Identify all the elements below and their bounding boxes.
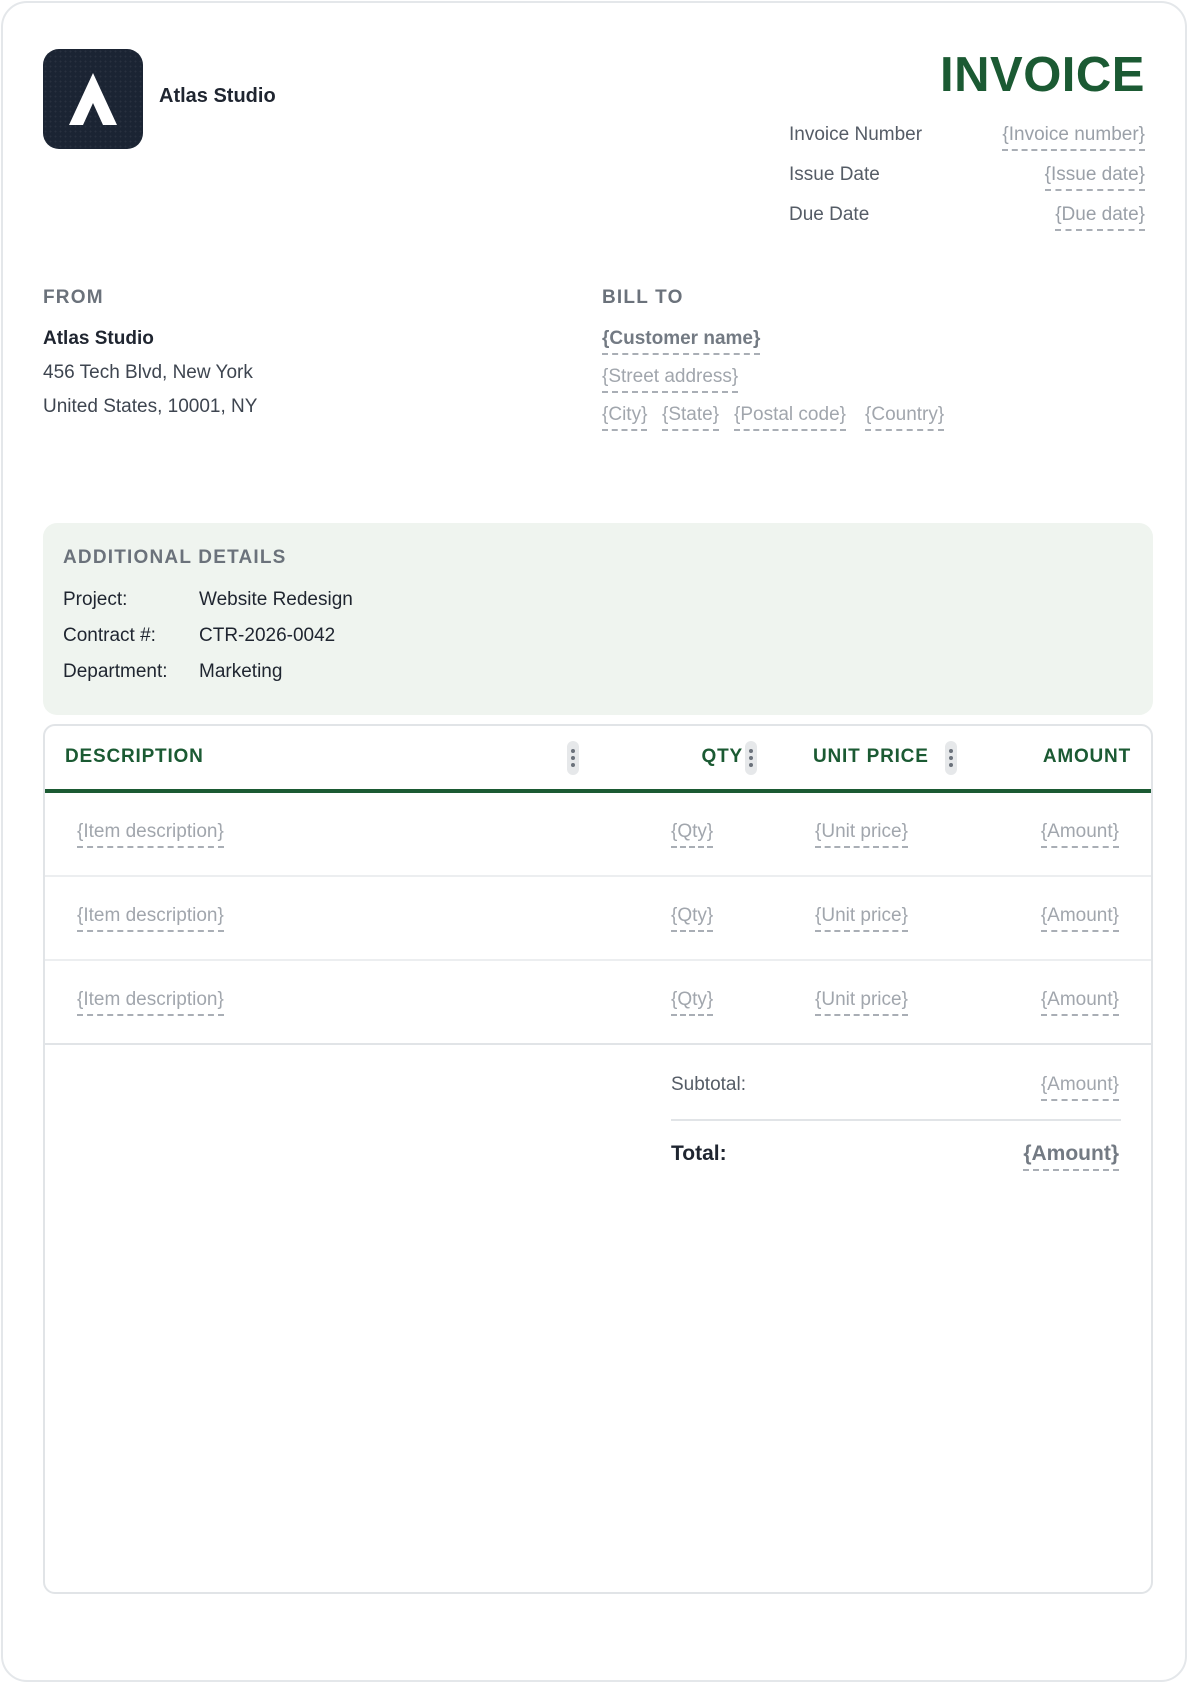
total-value[interactable]: {Amount} bbox=[1023, 1142, 1119, 1171]
invoice-number-field[interactable]: {Invoice number} bbox=[1002, 124, 1145, 151]
street-address-field[interactable]: {Street address} bbox=[602, 366, 738, 393]
country-field[interactable]: {Country} bbox=[865, 404, 944, 431]
column-header-unit-price: UNIT PRICE bbox=[813, 746, 929, 767]
issue-date-label: Issue Date bbox=[789, 164, 880, 185]
amount-field[interactable]: {Amount} bbox=[1041, 905, 1119, 932]
department-value: Marketing bbox=[199, 661, 283, 682]
qty-field[interactable]: {Qty} bbox=[671, 821, 713, 848]
qty-field[interactable]: {Qty} bbox=[671, 989, 713, 1016]
contract-label: Contract #: bbox=[63, 625, 156, 646]
issue-date-field[interactable]: {Issue date} bbox=[1045, 164, 1145, 191]
unit-price-field[interactable]: {Unit price} bbox=[815, 821, 908, 848]
qty-field[interactable]: {Qty} bbox=[671, 905, 713, 932]
table-row bbox=[45, 961, 1151, 1045]
invoice-number-label: Invoice Number bbox=[789, 124, 923, 145]
invoice-title: INVOICE bbox=[940, 48, 1145, 102]
bill-to-heading: BILL TO bbox=[602, 287, 684, 308]
column-resize-handle[interactable] bbox=[745, 741, 757, 775]
from-address-line2: United States, 10001, NY bbox=[43, 396, 258, 417]
amount-field[interactable]: {Amount} bbox=[1041, 821, 1119, 848]
item-description-field[interactable]: {Item description} bbox=[77, 989, 224, 1016]
company-name: Atlas Studio bbox=[159, 85, 276, 107]
city-field[interactable]: {City} bbox=[602, 404, 647, 431]
contract-value: CTR-2026-0042 bbox=[199, 625, 336, 646]
due-date-label: Due Date bbox=[789, 204, 870, 225]
line-items-table bbox=[43, 724, 1153, 1594]
subtotal-label: Subtotal: bbox=[671, 1074, 746, 1095]
column-resize-handle[interactable] bbox=[945, 741, 957, 775]
department-label: Department: bbox=[63, 661, 168, 682]
total-label: Total: bbox=[671, 1142, 727, 1165]
additional-details-heading: ADDITIONAL DETAILS bbox=[63, 547, 287, 568]
from-address-line1: 456 Tech Blvd, New York bbox=[43, 362, 253, 383]
postal-code-field[interactable]: {Postal code} bbox=[734, 404, 846, 431]
from-company-name: Atlas Studio bbox=[43, 328, 154, 349]
unit-price-field[interactable]: {Unit price} bbox=[815, 989, 908, 1016]
from-heading: FROM bbox=[43, 287, 104, 308]
column-resize-handle[interactable] bbox=[567, 741, 579, 775]
table-row bbox=[45, 877, 1151, 961]
amount-field[interactable]: {Amount} bbox=[1041, 989, 1119, 1016]
due-date-field[interactable]: {Due date} bbox=[1055, 204, 1145, 231]
item-description-field[interactable]: {Item description} bbox=[77, 821, 224, 848]
item-description-field[interactable]: {Item description} bbox=[77, 905, 224, 932]
subtotal-value[interactable]: {Amount} bbox=[1041, 1074, 1119, 1101]
column-header-qty: QTY bbox=[701, 746, 743, 767]
column-header-description: DESCRIPTION bbox=[65, 746, 204, 767]
customer-name-field[interactable]: {Customer name} bbox=[602, 328, 760, 355]
project-value: Website Redesign bbox=[199, 589, 353, 610]
invoice-page bbox=[1, 1, 1187, 1682]
additional-details-panel bbox=[43, 523, 1153, 715]
company-logo bbox=[43, 49, 143, 149]
state-field[interactable]: {State} bbox=[662, 404, 719, 431]
unit-price-field[interactable]: {Unit price} bbox=[815, 905, 908, 932]
table-row bbox=[45, 793, 1151, 877]
project-label: Project: bbox=[63, 589, 128, 610]
totals-divider bbox=[671, 1119, 1121, 1121]
column-header-amount: AMOUNT bbox=[1042, 746, 1131, 767]
atlas-a-logo-icon bbox=[69, 73, 117, 125]
